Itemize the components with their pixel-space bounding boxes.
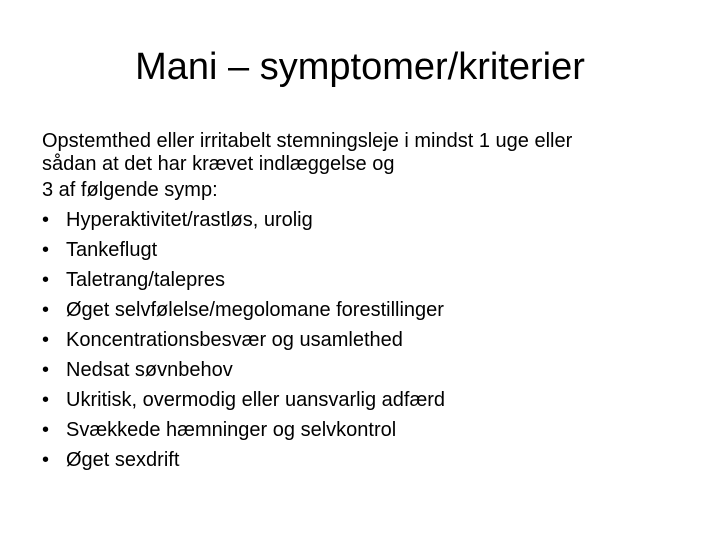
list-item xyxy=(42,325,702,355)
bullet-text: Taletrang/talepres xyxy=(66,269,225,291)
list-item xyxy=(42,355,702,385)
bullet-icon: • xyxy=(42,449,50,471)
list-item xyxy=(42,265,702,295)
list-item xyxy=(42,385,702,415)
bullet-text: Hyperaktivitet/rastløs, urolig xyxy=(66,209,313,231)
list-item xyxy=(42,415,702,445)
bullet-text: Nedsat søvnbehov xyxy=(66,359,233,381)
slide-body xyxy=(42,126,702,475)
bullet-text: Koncentrationsbesvær og usamlethed xyxy=(66,329,403,351)
slide-title: Mani – symptomer/kriterier xyxy=(135,46,585,88)
bullet-icon: • xyxy=(42,389,50,411)
bullet-text: Øget sexdrift xyxy=(66,449,180,471)
bullet-icon: • xyxy=(42,269,50,291)
bullet-icon: • xyxy=(42,359,50,381)
symptom-list xyxy=(42,205,702,475)
list-item xyxy=(42,295,702,325)
bullet-text: Ukritisk, overmodig eller uansvarlig adfærd xyxy=(66,389,446,411)
bullet-icon: • xyxy=(42,299,50,321)
list-item xyxy=(42,445,702,475)
intro-line: 3 af følgende symp: xyxy=(42,179,218,201)
bullet-text: Øget selvfølelse/megolomane forestillinger xyxy=(66,299,444,321)
bullet-icon: • xyxy=(42,329,50,351)
list-item xyxy=(42,235,702,265)
bullet-icon: • xyxy=(42,239,50,261)
bullet-icon: • xyxy=(42,209,50,231)
intro-line: Opstemthed eller irritabelt stemningsleje i mindst 1 uge eller xyxy=(42,130,573,152)
list-item xyxy=(42,205,702,235)
bullet-icon: • xyxy=(42,419,50,441)
intro-line: sådan at det har krævet indlæggelse og xyxy=(42,153,395,175)
bullet-text: Tankeflugt xyxy=(66,239,158,261)
bullet-text: Svækkede hæmninger og selvkontrol xyxy=(66,419,397,441)
